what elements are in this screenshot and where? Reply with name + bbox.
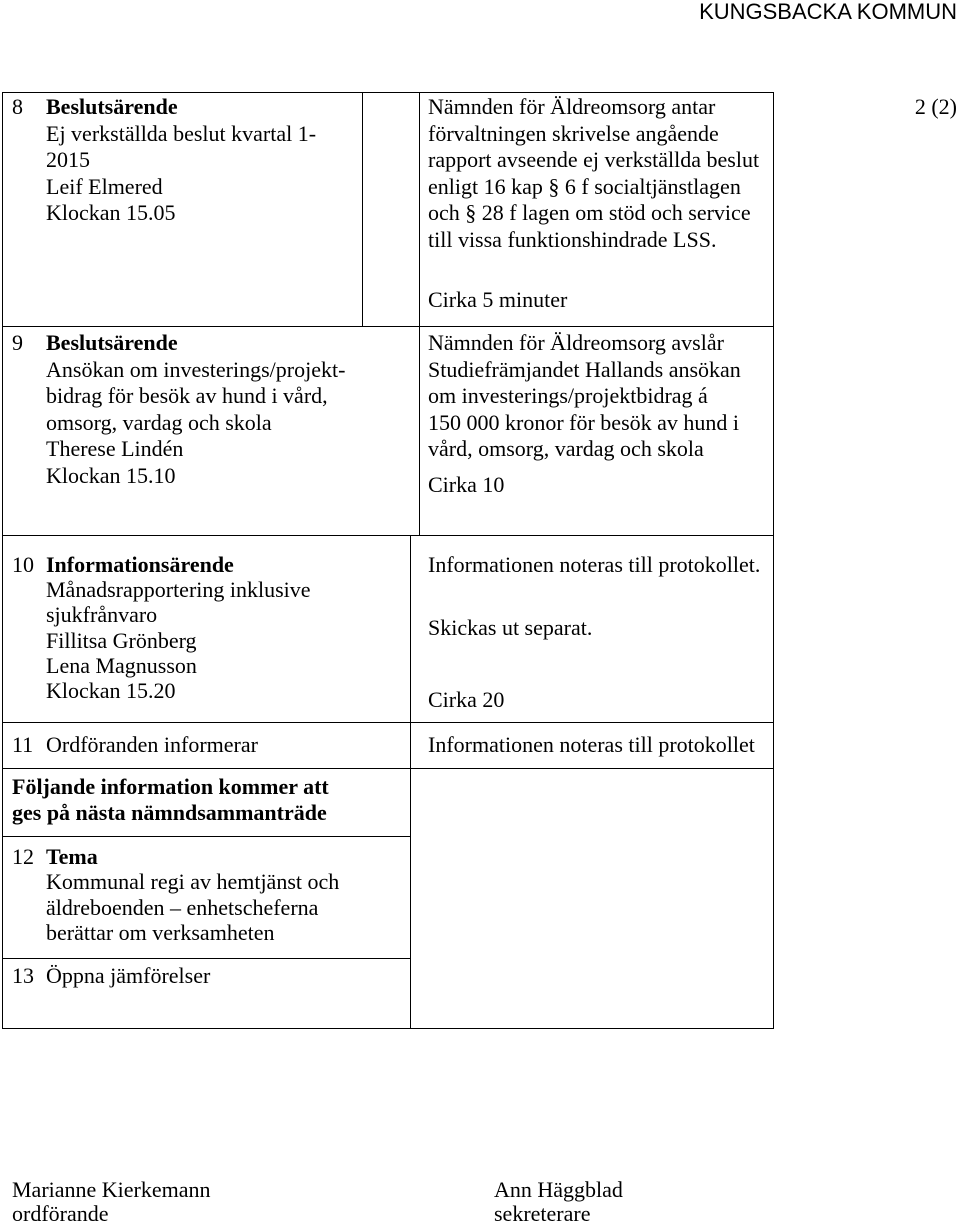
item-detail-line: bidrag för besök av hund i vård, xyxy=(46,383,328,408)
item-decision xyxy=(428,330,741,463)
item-number: 10 xyxy=(12,552,34,577)
decision-line: enligt 16 kap § 6 f socialtjänstlagen xyxy=(428,173,741,199)
item-heading xyxy=(12,963,210,989)
signature-name: Ann Häggblad xyxy=(494,1177,623,1202)
item-detail-line: Lena Magnusson xyxy=(46,652,197,678)
item-description xyxy=(12,844,339,945)
next-meeting-heading xyxy=(12,774,329,826)
item-detail-line: Kommunal regi av hemtjänst och xyxy=(46,869,340,895)
item-type: Beslutsärende xyxy=(46,330,178,355)
decision-line: Nämnden för Äldreomsorg antar xyxy=(428,94,716,119)
decision-line: Nämnden för Äldreomsorg avslår xyxy=(428,330,724,355)
decision-line: och § 28 f lagen om stöd och service xyxy=(428,200,751,225)
item-description xyxy=(12,552,311,703)
item-detail-line: Månadsrapportering inklusive xyxy=(46,577,311,603)
agenda-row-item-13 xyxy=(2,958,411,1029)
item-detail-line: omsorg, vardag och skola xyxy=(46,409,272,435)
decision-line: om investerings/projektbidrag á xyxy=(428,383,708,408)
column-divider xyxy=(419,327,420,535)
item-duration: Cirka 10 xyxy=(428,472,505,497)
item-decision xyxy=(428,94,759,253)
item-number: 11 xyxy=(12,732,34,757)
heading-line: Följande information kommer att xyxy=(12,774,329,799)
item-number: 8 xyxy=(12,94,23,119)
item-detail-line: Ej verkställda beslut kvartal 1- xyxy=(46,120,317,146)
next-meeting-heading-row xyxy=(2,768,411,837)
decision-line: till vissa funktionshindrade LSS. xyxy=(428,226,717,252)
item-type: Informationsärende xyxy=(46,552,234,577)
item-description xyxy=(12,94,316,227)
agenda-row-item-8 xyxy=(2,92,774,327)
signature-chair xyxy=(12,1178,211,1225)
decision-line: förvaltningen skrivelse angående xyxy=(428,120,719,146)
item-type: Beslutsärende xyxy=(46,94,178,119)
decision-line: 150 000 kronor för besök av hund i xyxy=(428,409,740,435)
signature-secretary xyxy=(494,1178,623,1225)
column-divider xyxy=(419,93,420,326)
item-number: 12 xyxy=(12,844,34,869)
item-detail-line: berättar om verksamheten xyxy=(46,919,275,945)
item-heading xyxy=(12,844,339,869)
item-description xyxy=(12,963,210,989)
column-divider xyxy=(410,723,411,768)
decision-line: Informationen noteras till protokollet xyxy=(428,732,755,757)
item-detail-line: Fillitsa Grönberg xyxy=(46,627,197,653)
item-detail-line: Ansökan om investerings/projekt- xyxy=(46,356,346,382)
decision-line: vård, omsorg, vardag och skola xyxy=(428,436,704,461)
column-divider xyxy=(362,93,363,326)
item-detail-line: 2015 xyxy=(46,147,90,172)
item-detail-line: Klockan 15.20 xyxy=(46,678,176,704)
agenda-row-item-9 xyxy=(2,326,774,536)
item-detail-line: Therese Lindén xyxy=(46,436,184,461)
signature-name: Marianne Kierkemann xyxy=(12,1177,211,1202)
item-description xyxy=(12,330,345,489)
empty-decision-cell xyxy=(410,768,774,1029)
item-number: 9 xyxy=(12,330,23,355)
item-description xyxy=(12,732,258,758)
item-heading xyxy=(12,732,258,758)
item-title: Öppna jämförelser xyxy=(46,963,211,988)
item-type: Tema xyxy=(46,844,98,869)
item-heading xyxy=(12,552,311,577)
heading-line: ges på nästa nämndsammanträde xyxy=(12,800,327,825)
item-detail-line: äldreboenden – enhetscheferna xyxy=(46,894,319,920)
page-number: 2 (2) xyxy=(914,94,957,119)
item-detail-line: Leif Elmered xyxy=(46,173,163,199)
decision-line: Studiefrämjandet Hallands ansökan xyxy=(428,356,741,382)
item-duration: Cirka 20 xyxy=(428,687,505,712)
item-title: Ordföranden informerar xyxy=(46,732,258,757)
item-detail-line: sjukfrånvaro xyxy=(46,602,158,628)
decision-line: Informationen noteras till protokollet. xyxy=(428,552,761,577)
agenda-row-item-12 xyxy=(2,836,411,959)
column-divider xyxy=(410,536,411,722)
signature-role: sekreterare xyxy=(494,1200,591,1226)
agenda-row-item-11 xyxy=(2,722,774,769)
item-number: 13 xyxy=(12,963,34,988)
decision-line: rapport avseende ej verkställda beslut xyxy=(428,147,760,172)
item-heading xyxy=(12,94,316,121)
item-detail-line: Klockan 15.05 xyxy=(46,200,176,225)
signature-role: ordförande xyxy=(12,1200,109,1226)
agenda-row-item-10 xyxy=(2,535,774,723)
item-heading xyxy=(12,330,345,357)
item-detail-line: Klockan 15.10 xyxy=(46,462,176,488)
item-duration: Cirka 5 minuter xyxy=(428,287,568,312)
organization-name: KUNGSBACKA KOMMUN xyxy=(699,0,957,24)
decision-line: Skickas ut separat. xyxy=(428,615,593,640)
